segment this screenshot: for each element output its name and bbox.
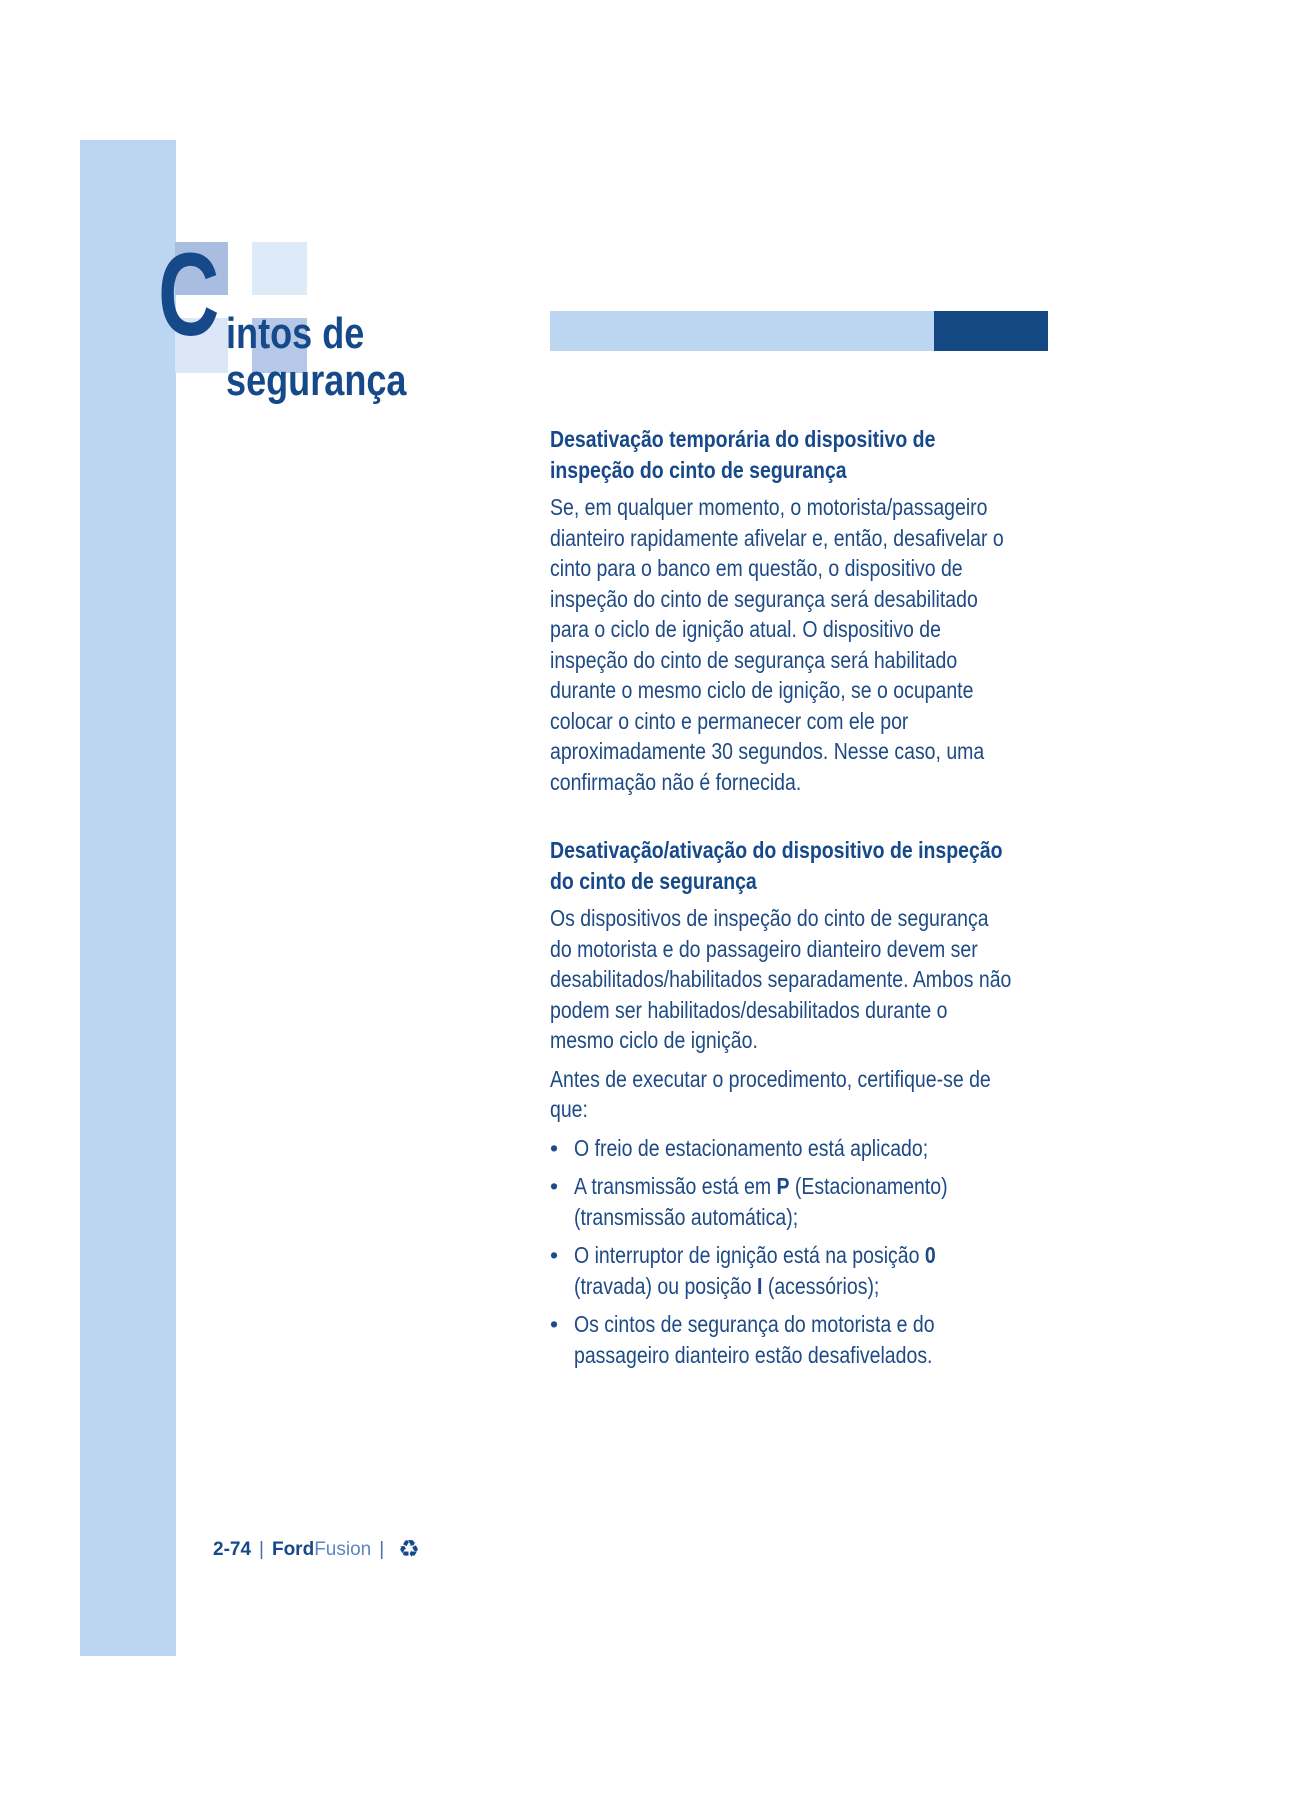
section-heading — [550, 835, 1050, 897]
text-line: aproximadamente 30 segundos. Nesse caso, uma — [550, 738, 985, 764]
list-item — [550, 1309, 1050, 1370]
text-line: Os cintos de segurança do motorista e do — [574, 1311, 935, 1337]
text-line: mesmo ciclo de ignição. — [550, 1027, 758, 1053]
section-gap — [550, 805, 1050, 835]
section-heading — [550, 424, 1050, 486]
header-bar-dark — [934, 311, 1048, 351]
text-run: (acessórios); — [762, 1272, 880, 1299]
bullet-icon: • — [550, 1134, 559, 1161]
main-content — [550, 424, 1050, 1378]
text-line: O freio de estacionamento está aplicado; — [574, 1134, 929, 1161]
text-line: confirmação não é fornecida. — [550, 768, 802, 795]
body-paragraph — [550, 492, 1050, 797]
checklist — [550, 1133, 1050, 1371]
text-run: A transmissão está em — [574, 1173, 777, 1199]
text-line — [574, 1240, 1050, 1271]
text-line: cinto para o banco em questão, o dispositivo de — [550, 555, 963, 581]
body-paragraph — [550, 903, 1050, 1056]
text-line: para o ciclo de ignição atual. O dispositivo de — [550, 616, 941, 642]
heading-line: do cinto de segurança — [550, 868, 757, 894]
bullet-icon: • — [550, 1311, 559, 1337]
list-item — [550, 1240, 1050, 1301]
ignition-position-i: I — [757, 1272, 763, 1299]
section-temporary-deactivation — [550, 424, 1050, 797]
section-activation — [550, 835, 1050, 1370]
title-line-1: intos de — [226, 309, 365, 358]
footer-separator: | — [259, 1539, 264, 1560]
text-line: passageiro dianteiro estão desafivelados. — [574, 1341, 933, 1368]
text-line: que: — [550, 1096, 588, 1122]
text-line: dianteiro rapidamente afivelar e, então, desafivelar o — [550, 524, 1004, 551]
brand-ford: Ford — [271, 1539, 315, 1560]
text-line: durante o mesmo ciclo de ignição, se o ocupante — [550, 677, 974, 703]
left-side-band — [80, 140, 176, 1656]
heading-line: Desativação temporária do dispositivo de — [550, 426, 936, 452]
text-line: inspeção do cinto de segurança será habilitado — [550, 646, 958, 673]
text-run: (Estacionamento) — [789, 1173, 948, 1199]
page-footer — [213, 1538, 420, 1562]
list-item — [550, 1133, 1050, 1164]
ignition-position-0: 0 — [924, 1242, 936, 1268]
text-line: Antes de executar o procedimento, certifique-se de — [550, 1065, 991, 1092]
text-line — [574, 1171, 1050, 1202]
page-number: 2-74 — [213, 1539, 252, 1560]
text-line: Se, em qualquer momento, o motorista/passageiro — [550, 494, 988, 520]
heading-line: inspeção do cinto de segurança — [550, 457, 847, 483]
footer-separator: | — [379, 1539, 385, 1560]
text-line: colocar o cinto e permanecer com ele por — [550, 707, 909, 734]
text-run: (travada) ou posição — [574, 1272, 758, 1299]
list-item — [550, 1171, 1050, 1232]
bullet-icon: • — [550, 1173, 559, 1199]
text-line: desabilitados/habilitados separadamente. Ambos não — [550, 966, 1012, 992]
text-line: Os dispositivos de inspeção do cinto de segurança — [550, 905, 989, 931]
text-line: inspeção do cinto de segurança será desabilitado — [550, 585, 978, 612]
text-run: O interruptor de ignição está na posição — [574, 1242, 925, 1268]
title-initial: C — [158, 229, 220, 361]
recycle-icon: ♻ — [398, 1536, 420, 1563]
brand-model: Fusion — [314, 1539, 372, 1560]
body-paragraph — [550, 1064, 1050, 1125]
text-line: do motorista e do passageiro dianteiro devem ser — [550, 935, 978, 962]
heading-line: Desativação/ativação do dispositivo de inspeção — [550, 837, 1003, 863]
gear-position-p: P — [776, 1173, 790, 1199]
text-line: podem ser habilitados/desabilitados durante o — [550, 996, 948, 1023]
text-line — [574, 1271, 1050, 1302]
title-line-2: segurança — [226, 356, 407, 405]
bullet-icon: • — [550, 1242, 559, 1268]
header-bar-light — [550, 311, 934, 351]
text-line: (transmissão automática); — [574, 1203, 799, 1230]
decor-square-2 — [252, 242, 307, 295]
